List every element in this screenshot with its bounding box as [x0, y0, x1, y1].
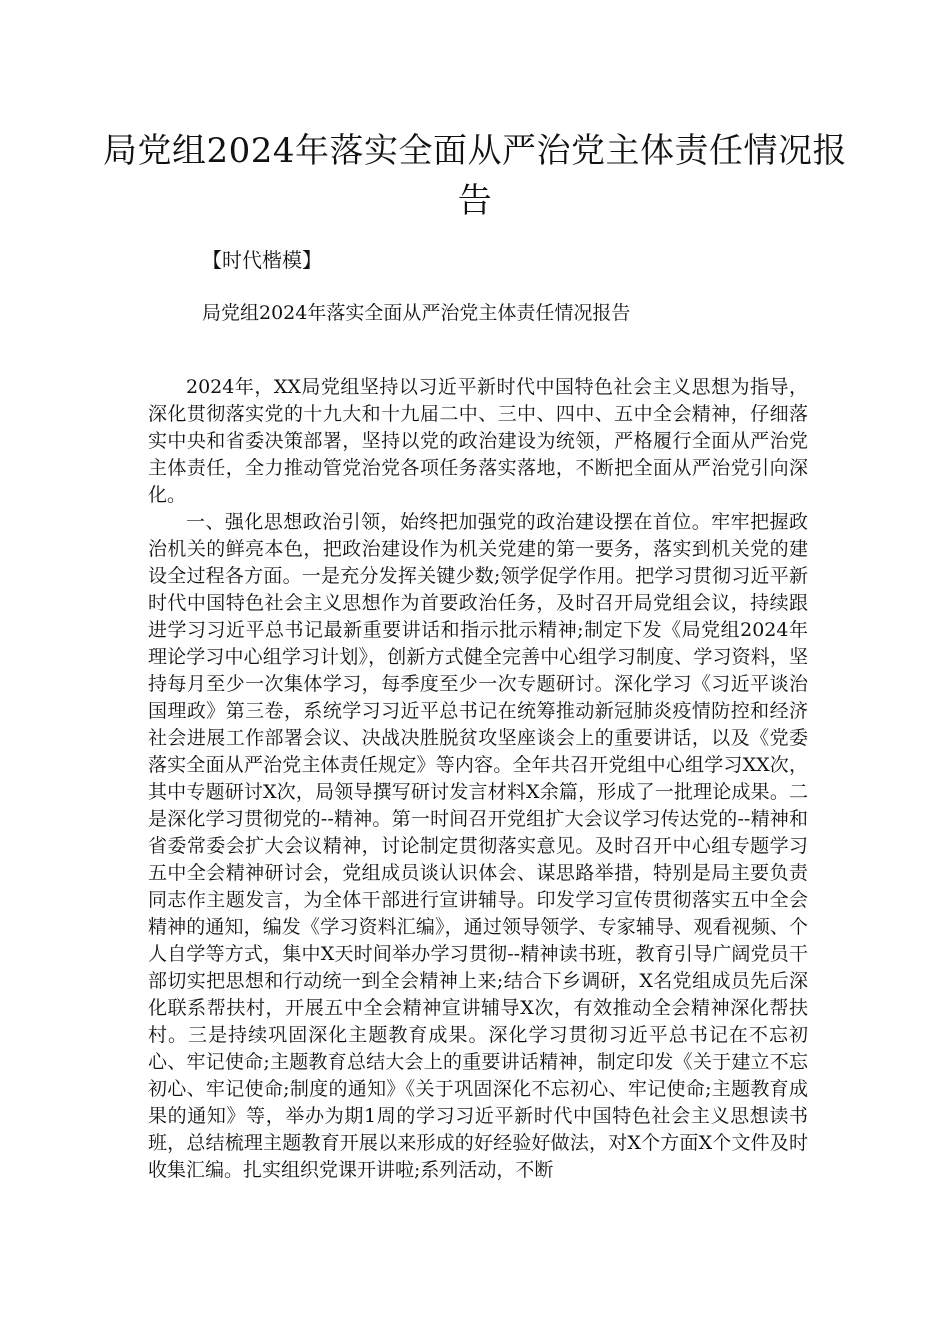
body-paragraph-1: 2024年，XX局党组坚持以习近平新时代中国特色社会主义思想为指导，深化贯彻落实党的十九大和十九届二中、三中、四中、五中全会精神，仔细落实中央和省委决策部署，坚持以党的政治建设为统领，严格履行全面从严治党主体责任，全力推动管党治党各项任务落实落地，不断把全面从严治党引向深化。 [148, 376, 808, 506]
document-body [148, 374, 808, 1184]
document-title: 局党组2024年落实全面从严治党主体责任情况报告 [102, 131, 848, 221]
body-paragraph-2: 一、强化思想政治引领，始终把加强党的政治建设摆在首位。牢牢把握政治机关的鲜亮本色，把政治建设作为机关党建的第一要务，落实到机关党的建设全过程各方面。一是充分发挥关键少数;领学促学作用。把学习贯彻习近平新时代中国特色社会主义思想作为首要政治任务，及时召开局党组会议，持续跟进学习习近平总书记最新重要讲话和指示批示精神;制定下发《局党组2024年理论学习中心组学习计划》，创新方式健全完善中心组学习制度、学习资料，坚持每月至少一次集体学习，每季度至少一次专题研讨。深化学习《习近平谈治国理政》第三卷，系统学习习近平总书记在统筹推动新冠肺炎疫情防控和经济社会进展工作部署会议、决战决胜脱贫攻坚座谈会上的重要讲话，以及《党委落实全面从严治党主体责任规定》等内容。全年共召开党组中心组学习XX次，其中专题研讨X次，局领导撰写研讨发言材料X余篇，形成了一批理论成果。二是深化学习贯彻党的--精神。第一时间召开党组扩大会议学习传达党的--精神和省委常委会扩大会议精神，讨论制定贯彻落实意见。及时召开中心组专题学习五中全会精神研讨会，党组成员谈认识体会、谋思路举措，特别是局主要负责同志作主题发言，为全体干部进行宣讲辅导。印发学习宣传贯彻落实五中全会精神的通知，编发《学习资料汇编》，通过领导领学、专家辅导、观看视频、个人自学等方式，集中X天时间举办学习贯彻--精神读书班，教育引导广阔党员干部切实把思想和行动统一到全会精神上来;结合下乡调研，X名党组成员先后深化联系帮扶村，开展五中全会精神宣讲辅导X次，有效推动全会精神深化帮扶村。三是持续巩固深化主题教育成果。深化学习贯彻习近平总书记在不忘初心、牢记使命;主题教育总结大会上的重要讲话精神，制定印发《关于建立不忘初心、牢记使命;制度的通知》《关于巩固深化不忘初心、牢记使命;主题教育成果的通知》等，举办为期1周的学习习近平新时代中国特色社会主义思想读书班，总结梳理主题教育开展以来形成的好经验好做法，对X个方面X个文件及时收集汇编。扎实组织党课开讲啦;系列活动，不断 [148, 511, 808, 1181]
source-tag: 【时代楷模】 [202, 248, 322, 272]
document-subtitle: 局党组2024年落实全面从严治党主体责任情况报告 [202, 302, 631, 324]
